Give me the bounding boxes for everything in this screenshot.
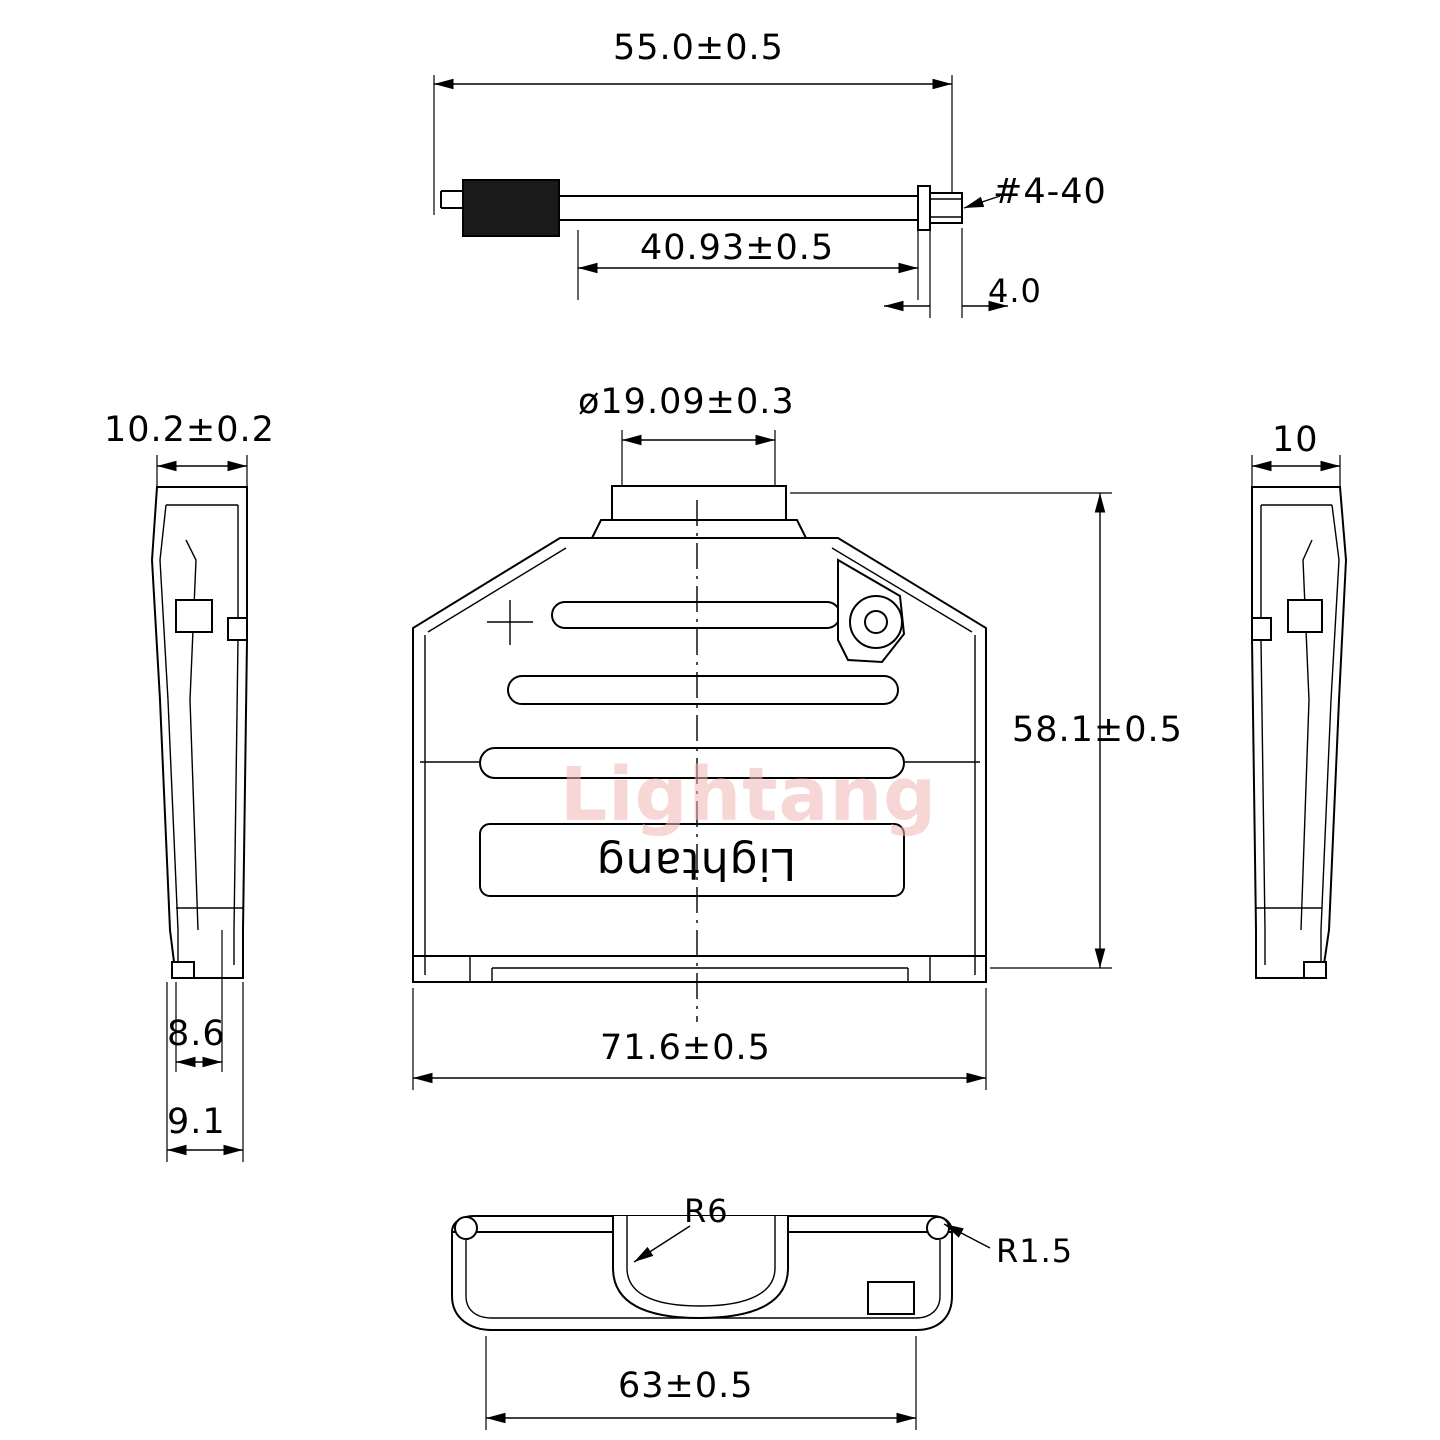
dim-bottom-width: 63±0.5 <box>618 1366 754 1406</box>
dim-left-base-width: 9.1 <box>167 1102 226 1142</box>
part-label: Lightang <box>595 838 797 889</box>
dim-top-overall-length: 55.0±0.5 <box>613 28 784 68</box>
dim-front-height: 58.1±0.5 <box>1012 710 1183 750</box>
dim-left-thickness: 10.2±0.2 <box>104 410 275 450</box>
dim-top-thread: #4-40 <box>993 172 1107 212</box>
dim-front-width: 71.6±0.5 <box>600 1028 771 1068</box>
dim-top-screw-length: 4.0 <box>988 272 1042 310</box>
left-side-view <box>152 455 247 1162</box>
dim-bottom-radius-large: R6 <box>684 1192 729 1230</box>
dim-top-inner-length: 40.93±0.5 <box>640 228 835 268</box>
right-side-view <box>1252 455 1346 978</box>
watermark: Lightang <box>560 752 938 838</box>
top-view-screw <box>434 75 1008 318</box>
dim-front-diameter: ø19.09±0.3 <box>578 382 795 422</box>
dim-bottom-radius-small: R1.5 <box>996 1232 1074 1270</box>
dim-left-lower-width: 8.6 <box>167 1014 226 1054</box>
dim-right-thickness: 10 <box>1272 420 1319 460</box>
